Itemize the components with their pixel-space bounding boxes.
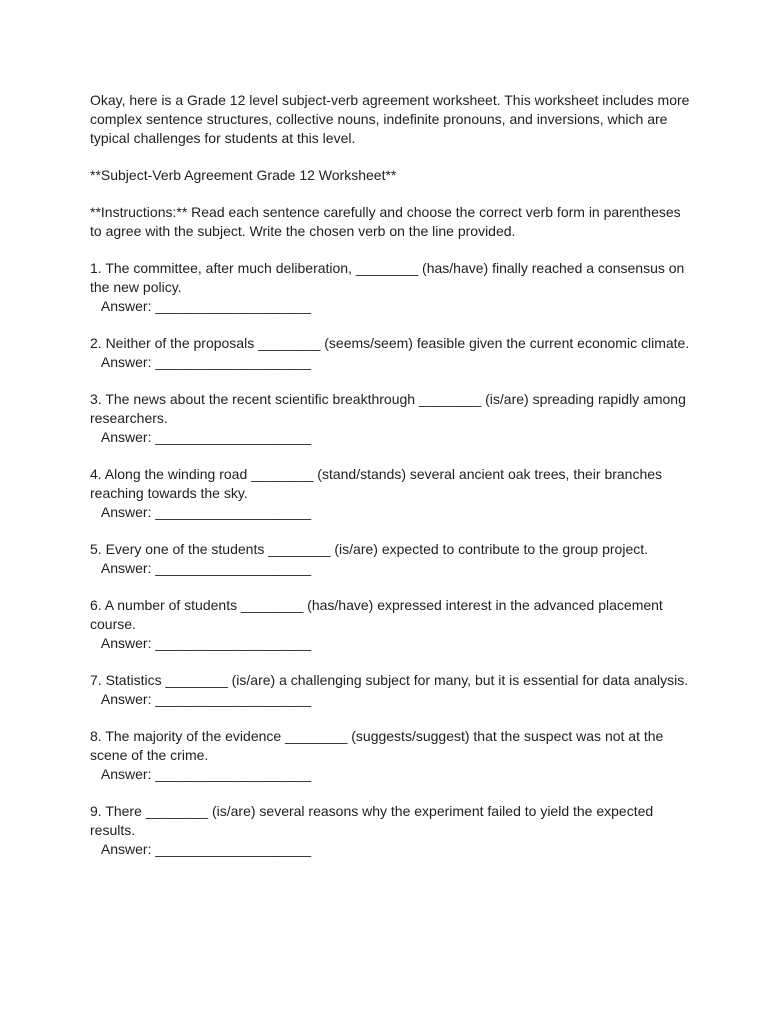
answer-line: Answer: ____________________ bbox=[90, 298, 312, 314]
question-text: 6. A number of students ________ (has/have) expressed interest in the advanced placement course. bbox=[90, 597, 663, 632]
question-text: 9. There ________ (is/are) several reasons why the experiment failed to yield the expected results. bbox=[90, 803, 654, 838]
question-text: 1. The committee, after much deliberation, ________ (has/have) finally reached a consensus on the new policy. bbox=[90, 260, 685, 295]
question-item bbox=[90, 802, 690, 859]
answer-line: Answer: ____________________ bbox=[90, 691, 312, 707]
answer-line: Answer: ____________________ bbox=[90, 560, 312, 576]
question-text: 3. The news about the recent scientific breakthrough ________ (is/are) spreading rapidly among researchers. bbox=[90, 391, 686, 426]
answer-line: Answer: ____________________ bbox=[90, 841, 312, 857]
worksheet-document bbox=[90, 91, 694, 877]
answer-line: Answer: ____________________ bbox=[90, 766, 312, 782]
question-item bbox=[90, 540, 690, 578]
question-text: 5. Every one of the students ________ (is/are) expected to contribute to the group project. bbox=[90, 541, 649, 557]
question-item bbox=[90, 390, 690, 447]
question-item bbox=[90, 596, 690, 653]
instructions-paragraph: **Instructions:** Read each sentence carefully and choose the correct verb form in parentheses to agree with the subject. Write the chosen verb on the line provided. bbox=[90, 204, 685, 239]
question-text: 2. Neither of the proposals ________ (seems/seem) feasible given the current economic climate. bbox=[90, 335, 690, 351]
answer-line: Answer: ____________________ bbox=[90, 635, 312, 651]
question-item bbox=[90, 465, 690, 522]
question-text: 7. Statistics ________ (is/are) a challenging subject for many, but it is essential for data analysis. bbox=[90, 672, 689, 688]
worksheet-title: **Subject-Verb Agreement Grade 12 Worksheet** bbox=[90, 167, 397, 183]
question-text: 8. The majority of the evidence ________ (suggests/suggest) that the suspect was not at the scene of the crime. bbox=[90, 728, 664, 763]
answer-line: Answer: ____________________ bbox=[90, 354, 312, 370]
question-item bbox=[90, 727, 690, 784]
question-item bbox=[90, 334, 690, 372]
question-item bbox=[90, 671, 690, 709]
answer-line: Answer: ____________________ bbox=[90, 429, 312, 445]
question-text: 4. Along the winding road ________ (stand/stands) several ancient oak trees, their branches reaching towards the sky. bbox=[90, 466, 663, 501]
question-item bbox=[90, 259, 690, 316]
intro-paragraph: Okay, here is a Grade 12 level subject-verb agreement worksheet. This worksheet includes more complex sentence structures, collective nouns, indefinite pronouns, and inversions, which are typical challenges for students at this level. bbox=[90, 92, 694, 146]
answer-line: Answer: ____________________ bbox=[90, 504, 312, 520]
